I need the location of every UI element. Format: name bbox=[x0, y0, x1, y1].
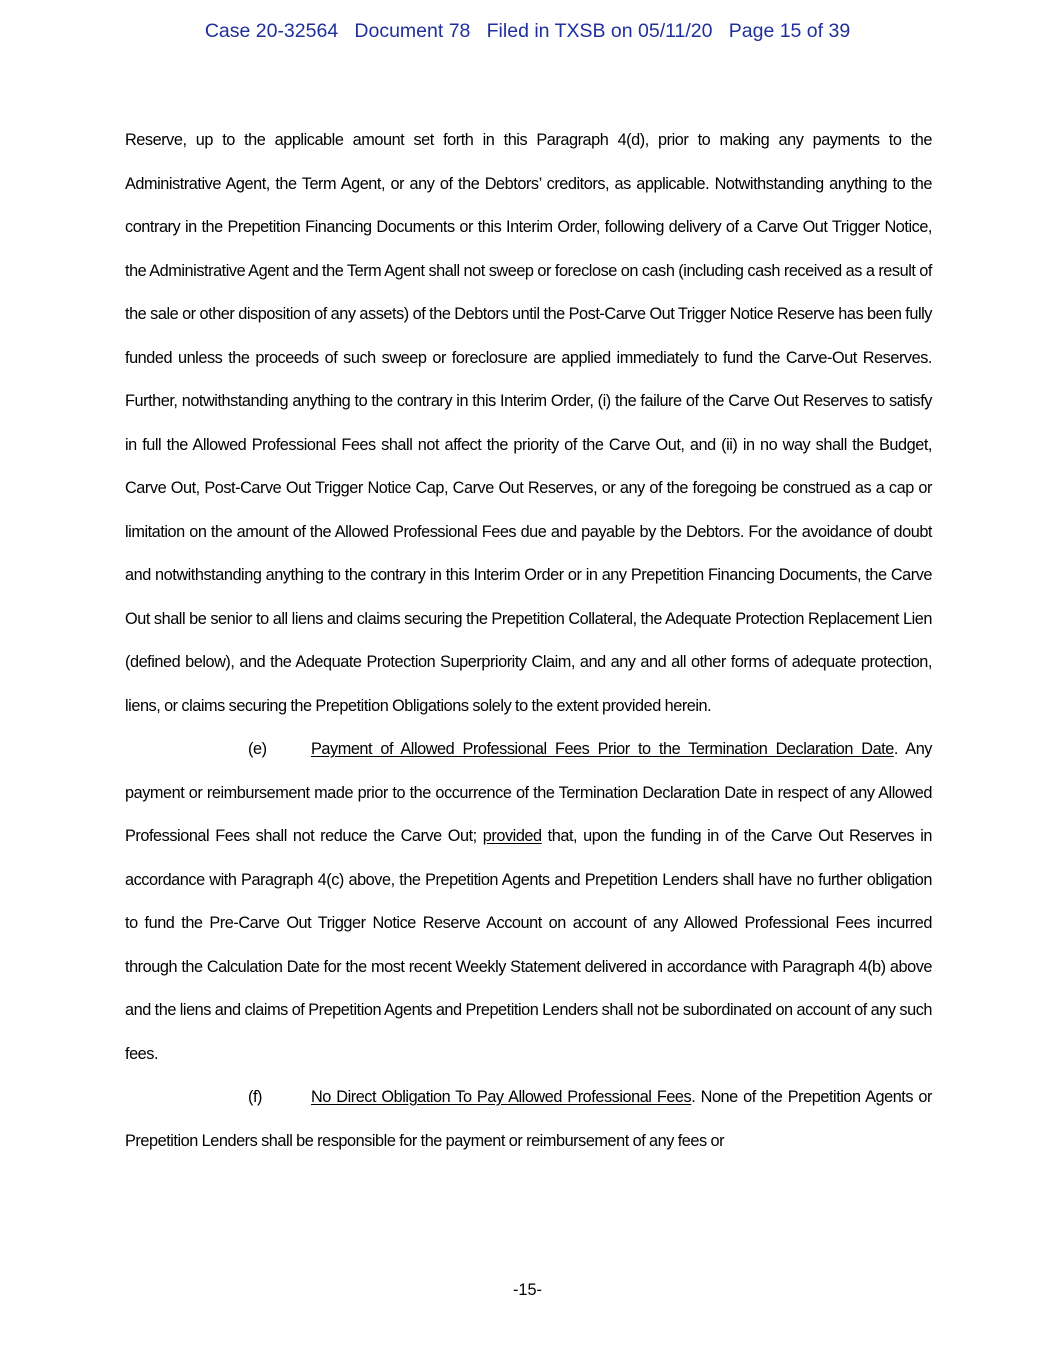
paragraph-e-text-before: . Any payment or reimbursement made prior to the occurrence of the Termination Declaration Date in respect of any Allowed Professional Fees shall not reduce the Carve Out; bbox=[125, 740, 932, 845]
provided-term: provided bbox=[482, 827, 542, 845]
paragraph-continued: Reserve, up to the applicable amount set forth in this Paragraph 4(d), prior to making any payments to the Administrative Agent, the Term Agent, or any of the Debtors’ creditors, as applicable. Notwithstanding anything to the contrary in the Prepetition Financing Documents or this Interim Order, following delivery of a Carve Out Trigger Notice, the Administrative Agent and the Term Agent shall not sweep or foreclose on cash (including cash received as a result of the sale or other disposition of any assets) of the Debtors until the Post-Carve Out Trigger Notice Reserve has been fully funded unless the proceeds of such sweep or foreclosure are applied immediately to fund the Carve-Out Reserves. Further, notwithstanding anything to the contrary in this Interim Order, (i) the failure of the Carve Out Reserves to satisfy in full the Allowed Professional Fees shall not affect the priority of the Carve Out, and (ii) in no way shall the Budget, Carve Out, Post-Carve Out Trigger Notice Cap, Carve Out Reserves, or any of the foregoing be construed as a cap or limitation on the amount of the Allowed Professional Fees due and payable by the Debtors. For the avoidance of doubt and notwithstanding anything to the contrary in this Interim Order or in any Prepetition Financing Documents, the Carve Out shall be senior to all liens and claims securing the Prepetition Collateral, the Adequate Protection Replacement Lien (defined below), and the Adequate Protection Superpriority Claim, and any and all other forms of adequate protection, liens, or claims securing the Prepetition Obligations solely to the extent provided herein. bbox=[125, 131, 932, 715]
paragraph-f-text: . None of the Prepetition Agents or Prepetition Lenders shall be responsible for the payment or reimbursement of any fees or bbox=[125, 1088, 932, 1150]
paragraph-e-heading: Payment of Allowed Professional Fees Prior to the Termination Declaration Date bbox=[311, 740, 894, 758]
paragraph-e bbox=[125, 728, 932, 1076]
case-filing-header: Case 20-32564 Document 78 Filed in TXSB on 05/11/20 Page 15 of 39 bbox=[204, 20, 851, 42]
paragraph-f-heading: No Direct Obligation To Pay Allowed Professional Fees bbox=[311, 1088, 692, 1106]
paragraph-e-text-after: that, upon the funding in of the Carve Out Reserves in accordance with Paragraph 4(c) above, the Prepetition Agents and Prepetition Lenders shall have no further obligation to fund the Pre-Carve Out Trigger Notice Reserve Account on account of any Allowed Professional Fees incurred through the Calculation Date for the most recent Weekly Statement delivered in accordance with Paragraph 4(b) above and the liens and claims of Prepetition Agents and Prepetition Lenders shall not be subordinated on account of any such fees. bbox=[125, 827, 932, 1063]
paragraph-f bbox=[125, 1076, 932, 1163]
page-number: -15- bbox=[513, 1281, 542, 1299]
document-body bbox=[125, 119, 932, 1163]
paragraph-f-marker: (f) bbox=[248, 1088, 263, 1106]
paragraph-e-marker: (e) bbox=[248, 740, 267, 758]
